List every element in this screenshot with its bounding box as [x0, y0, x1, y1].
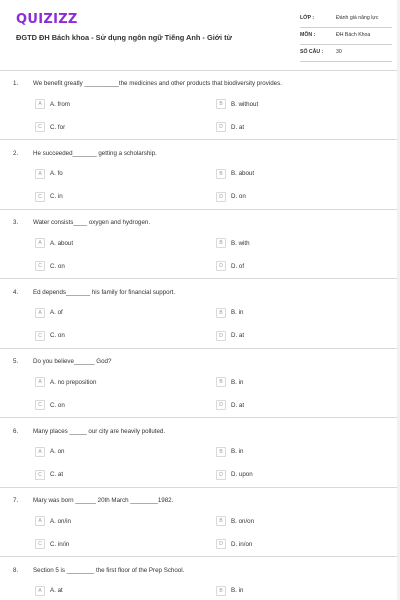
- option-letter-box: C: [35, 192, 45, 202]
- meta-label: MÔN :: [300, 32, 316, 38]
- option-letter-box: A: [35, 308, 45, 318]
- option-letter-box: C: [35, 331, 45, 341]
- option-text: C. on: [50, 401, 65, 409]
- option-letter-box: B: [216, 516, 226, 526]
- option-letter-box: A: [35, 377, 45, 387]
- option-text: A. of: [50, 309, 63, 316]
- question-text: He succeeded_______ getting a scholarship.: [33, 149, 157, 157]
- question-number: 8.: [13, 566, 19, 574]
- option-letter-box: A: [35, 447, 45, 457]
- question-text: Ed depends_______ his family for financial support.: [33, 288, 176, 296]
- option-text: C. on: [50, 262, 65, 270]
- option-text: A. on/in: [50, 517, 71, 525]
- meta-info: [300, 11, 392, 62]
- option-text: B. with: [231, 239, 250, 247]
- document-title: ĐGTD ĐH Bách khoa - Sử dụng ngôn ngữ Tiếng Anh - Giới từ: [16, 33, 232, 42]
- meta-row-class: [300, 11, 392, 28]
- option-text: B. without: [231, 100, 259, 108]
- question-number: 1.: [13, 80, 19, 87]
- meta-value: Đánh giá năng lực: [336, 15, 379, 21]
- meta-value: 30: [336, 49, 342, 55]
- option-text: B. in: [231, 309, 244, 316]
- option-text: A. about: [50, 239, 74, 247]
- meta-value: ĐH Bách Khoa: [336, 32, 371, 38]
- option-text: C. in/in: [50, 540, 70, 548]
- option-text: A. on: [50, 448, 65, 455]
- question-divider: [0, 278, 400, 279]
- question-text: Water consists____ oxygen and hydrogen.: [33, 219, 151, 226]
- question-item: [0, 215, 400, 285]
- question-number: 6.: [13, 427, 19, 435]
- question-number: 2.: [13, 149, 19, 157]
- question-item: [0, 76, 400, 146]
- option-letter-box: C: [35, 400, 45, 410]
- question-item: [0, 285, 400, 355]
- quizizz-logo: QUIZIZZ: [16, 12, 78, 27]
- option-text: D. in/on: [231, 540, 253, 548]
- question-item: [0, 354, 400, 424]
- option-text: C. on: [50, 332, 65, 339]
- meta-row-count: [300, 45, 392, 62]
- option-text: B. in: [231, 587, 244, 594]
- option-text: D. of: [231, 262, 245, 270]
- option-letter-box: B: [216, 308, 226, 318]
- question-item: [0, 146, 400, 216]
- option-letter-box: C: [35, 470, 45, 480]
- option-text: A. fo: [50, 170, 63, 177]
- question-number: 7.: [13, 497, 19, 504]
- meta-label: SỐ CÂU :: [300, 49, 324, 55]
- option-letter-box: A: [35, 586, 45, 596]
- question-text: Section 5 is ________ the first floor of the Prep School.: [33, 566, 185, 574]
- option-letter-box: B: [216, 238, 226, 248]
- option-text: C. at: [50, 471, 64, 478]
- option-letter-box: D: [216, 539, 226, 549]
- option-letter-box: A: [35, 169, 45, 179]
- question-item: [0, 563, 400, 600]
- question-item: [0, 424, 400, 494]
- question-text: We benefit greatly __________the medicines and other products that biodiversity provides.: [33, 80, 282, 87]
- document-header: [0, 0, 400, 66]
- question-number: 5.: [13, 358, 19, 365]
- option-letter-box: B: [216, 169, 226, 179]
- option-letter-box: A: [35, 238, 45, 248]
- option-letter-box: A: [35, 99, 45, 109]
- meta-row-subject: [300, 28, 392, 45]
- option-letter-box: D: [216, 331, 226, 341]
- question-divider: [0, 139, 400, 140]
- option-text: A. no preposition: [50, 378, 97, 386]
- option-letter-box: C: [35, 261, 45, 271]
- option-text: D. upon: [231, 471, 253, 478]
- question-text: Do you believe______ God?: [33, 358, 112, 365]
- option-text: A. at: [50, 587, 63, 594]
- option-text: B. about: [231, 170, 255, 177]
- question-text: Mary was born ______ 20th March ________1982.: [33, 497, 174, 504]
- option-text: C. for: [50, 123, 66, 131]
- option-text: B. in: [231, 448, 244, 455]
- option-letter-box: D: [216, 400, 226, 410]
- meta-label: LỚP :: [300, 15, 315, 21]
- option-text: D. at: [231, 123, 245, 131]
- option-letter-box: D: [216, 192, 226, 202]
- question-divider: [0, 556, 400, 557]
- option-text: D. on: [231, 193, 246, 200]
- option-letter-box: D: [216, 470, 226, 480]
- option-letter-box: B: [216, 586, 226, 596]
- option-text: B. on/on: [231, 517, 255, 525]
- question-text: Many places _____ our city are heavily polluted.: [33, 427, 166, 435]
- option-letter-box: B: [216, 447, 226, 457]
- question-number: 4.: [13, 288, 19, 296]
- option-text: C. in: [50, 193, 63, 200]
- option-letter-box: C: [35, 539, 45, 549]
- option-letter-box: D: [216, 261, 226, 271]
- option-text: D. at: [231, 401, 245, 409]
- question-item: [0, 493, 400, 563]
- option-letter-box: A: [35, 516, 45, 526]
- option-letter-box: D: [216, 122, 226, 132]
- question-divider: [0, 209, 400, 210]
- option-letter-box: B: [216, 99, 226, 109]
- question-number: 3.: [13, 219, 19, 226]
- option-letter-box: B: [216, 377, 226, 387]
- option-text: D. at: [231, 332, 245, 339]
- header-divider: [0, 70, 400, 71]
- question-divider: [0, 348, 400, 349]
- question-divider: [0, 487, 400, 488]
- question-divider: [0, 417, 400, 418]
- option-text: A. from: [50, 100, 70, 108]
- option-letter-box: C: [35, 122, 45, 132]
- option-text: B. in: [231, 378, 244, 386]
